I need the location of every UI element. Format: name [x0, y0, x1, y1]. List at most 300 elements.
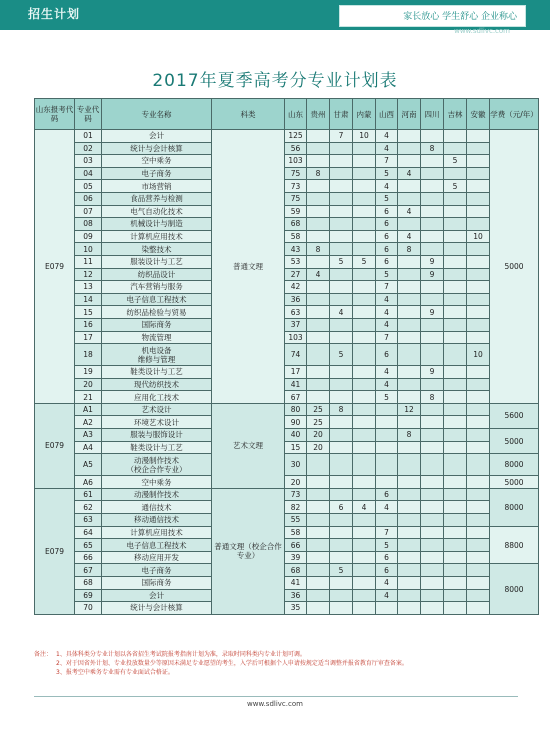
quota-cell: 41 — [285, 577, 307, 590]
header-cell: 安徽 — [467, 99, 490, 130]
quota-cell: 4 — [376, 130, 398, 143]
quota-cell — [444, 501, 467, 514]
major-name-cell: 动漫制作技术 （校企合作专业） — [102, 454, 212, 476]
major-name-cell: 环境艺术设计 — [102, 416, 212, 429]
quota-cell — [398, 318, 421, 331]
quota-cell — [376, 441, 398, 454]
quota-cell — [467, 331, 490, 344]
quota-cell — [398, 602, 421, 615]
quota-cell — [353, 514, 376, 527]
quota-cell: 103 — [285, 155, 307, 168]
quota-cell: 53 — [285, 255, 307, 268]
major-code-cell: A2 — [75, 416, 102, 429]
quota-cell — [398, 306, 421, 319]
major-name-cell: 物流管理 — [102, 331, 212, 344]
major-name-cell: 电气自动化技术 — [102, 205, 212, 218]
table-row — [35, 501, 539, 514]
quota-cell — [467, 378, 490, 391]
quota-cell — [330, 155, 353, 168]
quota-cell: 8 — [307, 243, 330, 256]
exam-code-cell: E079 — [35, 488, 75, 614]
quota-cell — [398, 142, 421, 155]
table-row — [35, 564, 539, 577]
footer-divider — [34, 696, 518, 697]
quota-cell — [307, 391, 330, 404]
quota-cell — [421, 564, 444, 577]
quota-cell — [467, 155, 490, 168]
header-cell: 贵州 — [307, 99, 330, 130]
header-cell: 山西 — [376, 99, 398, 130]
quota-cell — [330, 416, 353, 429]
quota-cell: 27 — [285, 268, 307, 281]
quota-cell: 39 — [285, 551, 307, 564]
table-row — [35, 293, 539, 306]
quota-cell — [444, 526, 467, 539]
quota-cell: 8 — [398, 243, 421, 256]
quota-cell — [467, 577, 490, 590]
note-item: 3、报考空中乘务专业需有专业面试合格证。 — [56, 669, 174, 676]
quota-cell — [444, 344, 467, 366]
quota-cell — [398, 255, 421, 268]
quota-cell: 4 — [307, 268, 330, 281]
table-row — [35, 577, 539, 590]
quota-cell — [421, 416, 444, 429]
quota-cell — [444, 416, 467, 429]
major-code-cell: 18 — [75, 344, 102, 366]
quota-cell — [398, 488, 421, 501]
major-code-cell: 68 — [75, 577, 102, 590]
quota-cell — [376, 476, 398, 489]
quota-cell: 9 — [421, 306, 444, 319]
table-row — [35, 476, 539, 489]
quota-cell — [330, 268, 353, 281]
quota-cell — [307, 142, 330, 155]
major-name-cell: 移动通信技术 — [102, 514, 212, 527]
major-code-cell: A3 — [75, 429, 102, 442]
header-cell: 河南 — [398, 99, 421, 130]
major-code-cell: 02 — [75, 142, 102, 155]
quota-cell: 8 — [398, 429, 421, 442]
quota-cell — [330, 205, 353, 218]
quota-cell: 30 — [285, 454, 307, 476]
quota-cell: 5 — [376, 192, 398, 205]
quota-cell — [330, 293, 353, 306]
quota-cell: 12 — [398, 403, 421, 416]
table-row — [35, 403, 539, 416]
major-code-cell: 10 — [75, 243, 102, 256]
quota-cell — [376, 403, 398, 416]
quota-cell: 40 — [285, 429, 307, 442]
table-row — [35, 514, 539, 527]
quota-cell — [467, 476, 490, 489]
quota-cell — [444, 403, 467, 416]
quota-cell — [353, 441, 376, 454]
quota-cell — [444, 205, 467, 218]
major-name-cell: 统计与会计核算 — [102, 142, 212, 155]
quota-cell: 6 — [376, 230, 398, 243]
quota-cell — [444, 281, 467, 294]
quota-cell — [421, 501, 444, 514]
fee-cell: 5600 — [490, 403, 539, 428]
quota-cell — [330, 429, 353, 442]
quota-cell — [307, 602, 330, 615]
major-code-cell: 06 — [75, 192, 102, 205]
quota-cell — [330, 230, 353, 243]
quota-cell — [353, 589, 376, 602]
quota-cell: 4 — [376, 293, 398, 306]
fee-cell: 5000 — [490, 429, 539, 454]
table-row — [35, 255, 539, 268]
quota-cell: 5 — [376, 539, 398, 552]
quota-cell — [330, 539, 353, 552]
quota-cell: 9 — [421, 268, 444, 281]
quota-cell — [467, 293, 490, 306]
major-name-cell: 鞋类设计与工艺 — [102, 441, 212, 454]
major-name-cell: 通信技术 — [102, 501, 212, 514]
quota-cell — [467, 218, 490, 231]
quota-cell — [353, 416, 376, 429]
quota-cell — [307, 501, 330, 514]
quota-cell — [398, 441, 421, 454]
quota-cell: 68 — [285, 218, 307, 231]
quota-cell — [307, 281, 330, 294]
quota-cell — [307, 306, 330, 319]
major-code-cell: 13 — [75, 281, 102, 294]
table-row — [35, 192, 539, 205]
quota-cell: 5 — [330, 255, 353, 268]
quota-cell — [467, 318, 490, 331]
quota-cell — [353, 192, 376, 205]
table-row — [35, 130, 539, 143]
major-code-cell: 20 — [75, 378, 102, 391]
quota-cell: 25 — [307, 403, 330, 416]
table-row — [35, 429, 539, 442]
quota-cell: 6 — [376, 488, 398, 501]
quota-cell — [467, 167, 490, 180]
quota-cell — [444, 429, 467, 442]
quota-cell — [330, 192, 353, 205]
major-code-cell: 14 — [75, 293, 102, 306]
quota-cell: 10 — [467, 230, 490, 243]
quota-cell — [421, 441, 444, 454]
major-code-cell: 64 — [75, 526, 102, 539]
quota-cell — [444, 230, 467, 243]
quota-cell: 6 — [376, 218, 398, 231]
quota-cell — [467, 429, 490, 442]
quota-cell — [376, 602, 398, 615]
quota-cell: 20 — [285, 476, 307, 489]
major-code-cell: 19 — [75, 366, 102, 379]
major-name-cell: 会计 — [102, 589, 212, 602]
quota-cell: 6 — [330, 501, 353, 514]
quota-cell — [444, 366, 467, 379]
major-name-cell: 纺织品设计 — [102, 268, 212, 281]
quota-cell: 4 — [398, 205, 421, 218]
quota-cell — [307, 488, 330, 501]
quota-cell: 58 — [285, 526, 307, 539]
quota-cell — [421, 602, 444, 615]
major-name-cell: 艺术设计 — [102, 403, 212, 416]
quota-cell — [444, 391, 467, 404]
quota-cell: 6 — [376, 551, 398, 564]
quota-cell: 35 — [285, 602, 307, 615]
notes-label: 备注： — [34, 651, 53, 658]
quota-cell: 9 — [421, 255, 444, 268]
major-name-cell: 计算机应用技术 — [102, 526, 212, 539]
quota-cell — [421, 539, 444, 552]
quota-cell — [467, 564, 490, 577]
quota-cell — [353, 403, 376, 416]
quota-cell — [421, 130, 444, 143]
major-name-cell: 机电设备 维修与管理 — [102, 344, 212, 366]
quota-cell — [307, 205, 330, 218]
quota-cell — [353, 331, 376, 344]
footer-url: www.sdlivc.com — [247, 700, 303, 708]
quota-cell: 8 — [307, 167, 330, 180]
quota-cell — [444, 589, 467, 602]
quota-cell — [307, 192, 330, 205]
quota-cell — [444, 564, 467, 577]
quota-cell: 36 — [285, 293, 307, 306]
quota-cell — [307, 526, 330, 539]
quota-cell — [467, 501, 490, 514]
quota-cell: 4 — [376, 306, 398, 319]
quota-cell — [330, 366, 353, 379]
quota-cell — [353, 167, 376, 180]
quota-cell — [421, 577, 444, 590]
quota-cell: 25 — [307, 416, 330, 429]
quota-cell — [444, 514, 467, 527]
major-name-cell: 动漫制作技术 — [102, 488, 212, 501]
quota-cell: 63 — [285, 306, 307, 319]
fee-cell: 5000 — [490, 476, 539, 489]
major-code-cell: A6 — [75, 476, 102, 489]
quota-cell — [353, 602, 376, 615]
quota-cell — [307, 344, 330, 366]
header-cell: 四川 — [421, 99, 444, 130]
quota-cell — [444, 454, 467, 476]
quota-cell — [353, 564, 376, 577]
table-row — [35, 180, 539, 193]
quota-cell — [330, 577, 353, 590]
major-name-cell: 电子商务 — [102, 564, 212, 577]
category-cell: 艺术文理 — [212, 403, 285, 488]
quota-cell — [307, 293, 330, 306]
quota-cell — [444, 441, 467, 454]
quota-cell — [467, 589, 490, 602]
quota-cell — [467, 454, 490, 476]
fee-cell: 8800 — [490, 526, 539, 564]
quota-cell: 20 — [307, 429, 330, 442]
quota-cell — [353, 293, 376, 306]
quota-cell — [398, 155, 421, 168]
quota-cell — [444, 130, 467, 143]
quota-cell — [330, 180, 353, 193]
quota-cell — [421, 454, 444, 476]
quota-cell: 125 — [285, 130, 307, 143]
major-name-cell: 市场营销 — [102, 180, 212, 193]
quota-cell: 4 — [398, 167, 421, 180]
quota-cell — [467, 130, 490, 143]
quota-cell — [353, 180, 376, 193]
table-row — [35, 526, 539, 539]
table-row — [35, 378, 539, 391]
quota-cell — [330, 526, 353, 539]
quota-cell — [398, 293, 421, 306]
major-code-cell: 05 — [75, 180, 102, 193]
quota-cell — [421, 281, 444, 294]
quota-cell: 55 — [285, 514, 307, 527]
quota-cell — [467, 268, 490, 281]
major-code-cell: 17 — [75, 331, 102, 344]
quota-cell — [307, 378, 330, 391]
major-code-cell: 07 — [75, 205, 102, 218]
major-code-cell: 69 — [75, 589, 102, 602]
major-name-cell: 现代纺织技术 — [102, 378, 212, 391]
major-code-cell: A4 — [75, 441, 102, 454]
fee-cell: 8000 — [490, 488, 539, 526]
header-cell: 山东 — [285, 99, 307, 130]
quota-cell — [444, 192, 467, 205]
quota-cell — [467, 526, 490, 539]
quota-cell — [398, 378, 421, 391]
quota-cell: 103 — [285, 331, 307, 344]
quota-cell — [307, 454, 330, 476]
quota-cell — [444, 306, 467, 319]
quota-cell — [467, 551, 490, 564]
table-row — [35, 281, 539, 294]
major-name-cell: 电子商务 — [102, 167, 212, 180]
quota-cell — [353, 218, 376, 231]
major-name-cell: 机械设计与制造 — [102, 218, 212, 231]
quota-cell — [421, 205, 444, 218]
quota-cell — [398, 564, 421, 577]
quota-cell — [330, 218, 353, 231]
quota-cell — [330, 589, 353, 602]
table-row — [35, 551, 539, 564]
quota-cell — [330, 488, 353, 501]
quota-cell: 67 — [285, 391, 307, 404]
quota-cell — [353, 243, 376, 256]
quota-cell: 5 — [376, 391, 398, 404]
table-row — [35, 454, 539, 476]
major-name-cell: 电子信息工程技术 — [102, 293, 212, 306]
header-cell: 甘肃 — [330, 99, 353, 130]
table-row — [35, 142, 539, 155]
quota-cell — [421, 476, 444, 489]
table-row — [35, 331, 539, 344]
quota-cell: 68 — [285, 564, 307, 577]
quota-cell — [398, 180, 421, 193]
quota-cell — [467, 514, 490, 527]
quota-cell — [353, 429, 376, 442]
quota-cell: 4 — [376, 180, 398, 193]
site-url-top: www.sdlivc.com — [454, 27, 510, 35]
quota-cell — [398, 577, 421, 590]
major-code-cell: 16 — [75, 318, 102, 331]
major-code-cell: 62 — [75, 501, 102, 514]
quota-cell: 80 — [285, 403, 307, 416]
quota-cell: 4 — [376, 589, 398, 602]
table-row — [35, 218, 539, 231]
quota-cell: 15 — [285, 441, 307, 454]
quota-cell: 41 — [285, 378, 307, 391]
quota-cell — [353, 551, 376, 564]
quota-cell — [398, 416, 421, 429]
quota-cell — [421, 318, 444, 331]
quota-cell — [353, 366, 376, 379]
quota-cell: 73 — [285, 488, 307, 501]
quota-cell — [307, 230, 330, 243]
major-name-cell: 电子信息工程技术 — [102, 539, 212, 552]
quota-cell — [467, 391, 490, 404]
plan-table — [34, 98, 539, 615]
quota-cell — [421, 551, 444, 564]
quota-cell — [330, 551, 353, 564]
major-name-cell: 国际商务 — [102, 318, 212, 331]
quota-cell — [353, 268, 376, 281]
quota-cell — [353, 577, 376, 590]
quota-cell — [444, 331, 467, 344]
quota-cell — [307, 318, 330, 331]
quota-cell — [467, 306, 490, 319]
major-code-cell: 21 — [75, 391, 102, 404]
quota-cell — [421, 488, 444, 501]
quota-cell — [353, 281, 376, 294]
category-cell: 普通文理 — [212, 130, 285, 404]
quota-cell — [444, 551, 467, 564]
major-code-cell: A1 — [75, 403, 102, 416]
quota-cell — [330, 281, 353, 294]
quota-cell: 7 — [376, 155, 398, 168]
table-row — [35, 344, 539, 366]
major-name-cell: 国际商务 — [102, 577, 212, 590]
quota-cell — [467, 281, 490, 294]
quota-cell — [421, 243, 444, 256]
header-cell: 吉林 — [444, 99, 467, 130]
quota-cell — [307, 331, 330, 344]
quota-cell — [353, 526, 376, 539]
major-code-cell: 61 — [75, 488, 102, 501]
header-cell: 专业名称 — [102, 99, 212, 130]
quota-cell — [444, 255, 467, 268]
table-row — [35, 539, 539, 552]
table-row — [35, 416, 539, 429]
quota-cell: 8 — [421, 391, 444, 404]
major-name-cell: 空中乘务 — [102, 476, 212, 489]
quota-cell: 7 — [376, 281, 398, 294]
quota-cell: 4 — [353, 501, 376, 514]
quota-cell — [398, 454, 421, 476]
quota-cell — [353, 344, 376, 366]
quota-cell — [398, 130, 421, 143]
quota-cell — [421, 344, 444, 366]
table-row — [35, 268, 539, 281]
major-name-cell: 服装设计与工艺 — [102, 255, 212, 268]
quota-cell: 17 — [285, 366, 307, 379]
quota-cell: 8 — [421, 142, 444, 155]
quota-cell — [398, 268, 421, 281]
quota-cell — [467, 366, 490, 379]
quota-cell — [353, 378, 376, 391]
quota-cell: 56 — [285, 142, 307, 155]
quota-cell: 58 — [285, 230, 307, 243]
quota-cell — [467, 416, 490, 429]
quota-cell — [376, 514, 398, 527]
major-code-cell: 11 — [75, 255, 102, 268]
quota-cell: 73 — [285, 180, 307, 193]
quota-cell: 36 — [285, 589, 307, 602]
